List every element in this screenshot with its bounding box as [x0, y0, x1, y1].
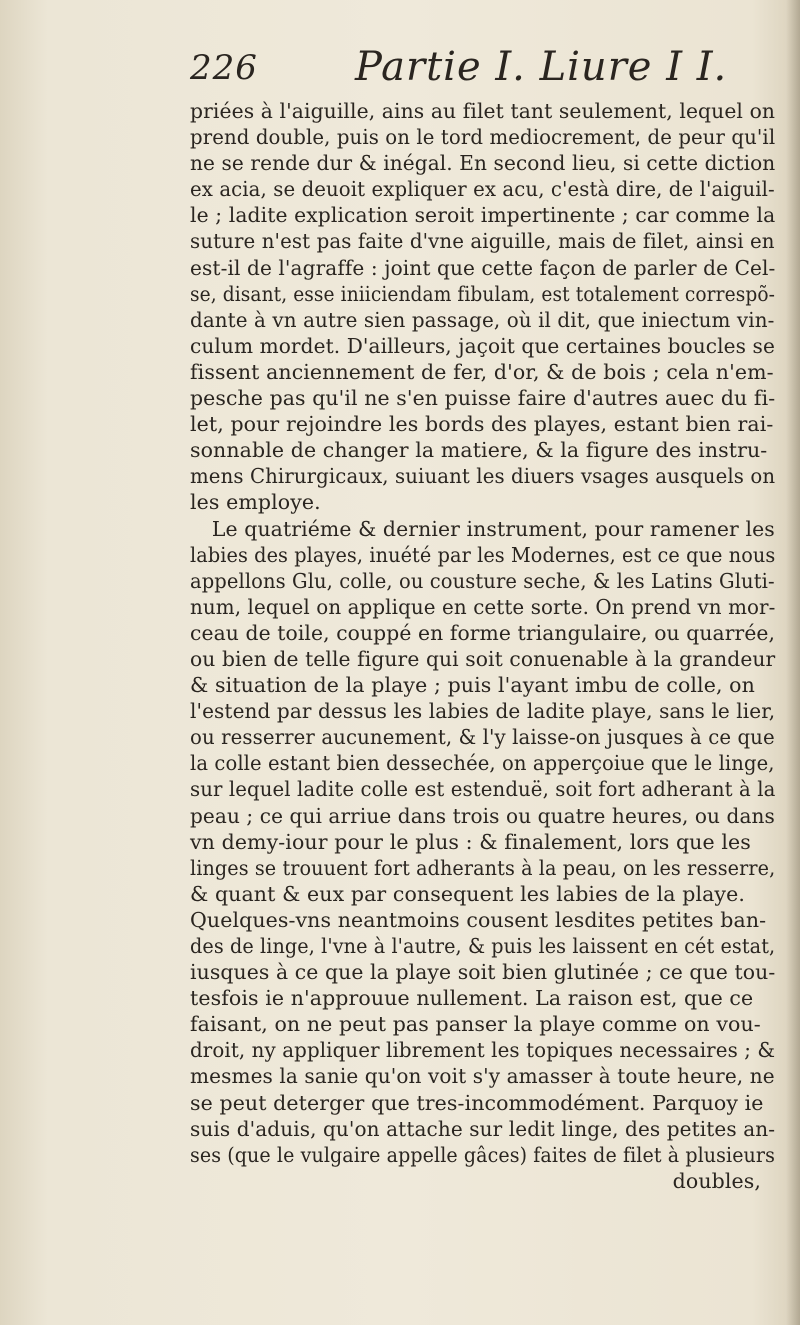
- text-line: ses (que le vulgaire appelle gâces) faites de filet à plusieurs: [190, 1142, 775, 1167]
- text-line: ex acia, se deuoit expliquer ex acu, c'està dire, de l'aiguil-: [190, 177, 775, 202]
- text-line: Quelques-vns neantmoins cousent lesdites petites ban-: [190, 907, 767, 932]
- text-line: pesche pas qu'il ne s'en puisse faire d'autres auec du fi-: [190, 386, 776, 411]
- text-line: & situation de la playe ; puis l'ayant imbu de colle, on: [190, 673, 755, 698]
- text-line: les employe.: [190, 490, 321, 515]
- text-line: sonnable de changer la matiere, & la figure des instru-: [190, 438, 768, 463]
- text-line: culum mordet. D'ailleurs, jaçoit que certaines boucles se: [190, 333, 775, 358]
- text-line: prend double, puis on le tord mediocrement, de peur qu'il: [190, 125, 776, 150]
- text-line: priées à l'aiguille, ains au filet tant seulement, lequel on: [190, 99, 776, 123]
- text-line: des de linge, l'vne à l'autre, & puis les laissent en cét estat,: [190, 934, 776, 958]
- page-number: 226: [190, 48, 258, 88]
- text-line: tesfois ie n'approuue nullement. La raison est, que ce: [190, 986, 754, 1011]
- body-text: [190, 98, 775, 1194]
- text-line: ceau de toile, couppé en forme triangulaire, ou quarrée,: [190, 620, 776, 645]
- text-line: labies des playes, inuété par les Modernes, est ce que nous: [190, 542, 776, 567]
- text-line: & quant & eux par consequent les labies de la playe.: [190, 881, 745, 906]
- text-line: let, pour rejoindre les bords des playes, estant bien rai-: [190, 412, 774, 437]
- text-line: suture n'est pas faite d'vne aiguille, mais de filet, ainsi en: [190, 229, 775, 254]
- text-line: la colle estant bien dessechée, on apperçoiue que le linge,: [190, 751, 775, 776]
- text-line: le ; ladite explication seroit impertinente ; car comme la: [190, 203, 776, 228]
- text-line: se, disant, esse iniiciendam fibulam, est totalement correspõ-: [190, 281, 776, 306]
- text-line: est-il de l'agraffe : joint que cette façon de parler de Cel-: [190, 255, 776, 280]
- text-line: droit, ny appliquer librement les topiques necessaires ; &: [190, 1038, 776, 1063]
- text-line: faisant, on ne peut pas panser la playe comme on vou-: [190, 1012, 761, 1037]
- text-line: suis d'aduis, qu'on attache sur ledit linge, des petites an-: [190, 1116, 776, 1141]
- running-title: Partie I. Liure I I.: [355, 44, 728, 90]
- text-line: l'estend par dessus les labies de ladite playe, sans le lier,: [190, 699, 776, 724]
- text-line: ne se rende dur & inégal. En second lieu, si cette diction: [190, 151, 776, 176]
- text-line: fissent anciennement de fer, d'or, & de bois ; cela n'em-: [190, 359, 774, 384]
- text-line: vn demy-iour pour le plus : & finalement, lors que les: [190, 829, 751, 854]
- text-line: iusques à ce que la playe soit bien glutinée ; ce que tou-: [190, 960, 776, 985]
- running-header: [190, 44, 750, 96]
- paragraph-start-line: Le quatriéme & dernier instrument, pour ramener les: [211, 516, 775, 541]
- catchword: doubles,: [672, 1168, 761, 1193]
- text-line: peau ; ce qui arriue dans trois ou quatre heures, ou dans: [190, 803, 775, 828]
- text-line: appellons Glu, colle, ou cousture seche, & les Latins Gluti-: [190, 568, 775, 593]
- text-line: mens Chirurgicaux, suiuant les diuers vsages ausquels on: [190, 464, 776, 489]
- text-line: mesmes la sanie qu'on voit s'y amasser à toute heure, ne: [190, 1064, 775, 1089]
- text-line: linges se trouuent fort adherants à la peau, on les resserre,: [190, 855, 776, 880]
- text-line: num, lequel on applique en cette sorte. On prend vn mor-: [190, 594, 776, 619]
- text-line: ou resserrer aucunement, & l'y laisse-on jusques à ce que: [190, 725, 775, 750]
- page-edge-shadow: [786, 0, 800, 1325]
- text-line: se peut deterger que tres-incommodément. Parquoy ie: [190, 1090, 764, 1115]
- text-line: ou bien de telle figure qui soit conuenable à la grandeur: [190, 646, 776, 671]
- text-line: sur lequel ladite colle est estenduë, soit fort adherant à la: [190, 777, 776, 802]
- text-line: dante à vn autre sien passage, où il dit, que iniectum vin-: [190, 307, 775, 332]
